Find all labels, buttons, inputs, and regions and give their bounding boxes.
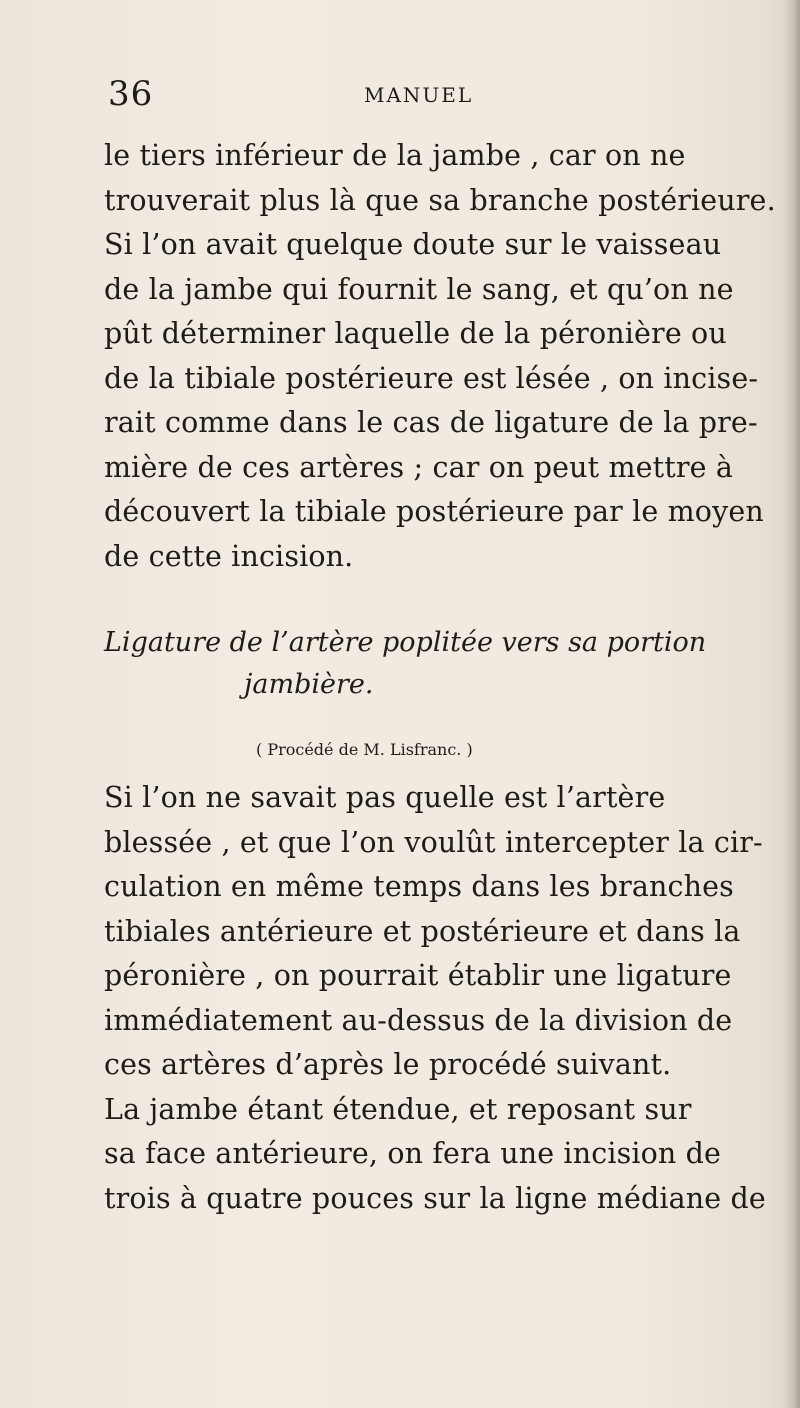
section-heading: [104, 622, 790, 706]
section-heading-line: jambière.: [244, 669, 374, 700]
text-line: La jambe étant étendue, et reposant sur: [104, 1092, 692, 1126]
text-line: Si l’on avait quelque doute sur le vaisseau: [104, 228, 722, 261]
text-line: trois à quatre pouces sur la ligne médiane de: [104, 1181, 766, 1215]
page-header: [108, 72, 708, 122]
page-number: 36: [108, 74, 154, 114]
text-line: rait comme dans le cas de ligature de la pre-: [104, 406, 758, 439]
section-heading-line: Ligature de l’artère poplitée vers sa portion: [104, 627, 707, 658]
text-line: sa face antérieure, on fera une incision de: [104, 1137, 722, 1170]
text-line: péronière , on pourrait établir une ligature: [104, 959, 732, 992]
text-line: de cette incision.: [104, 539, 354, 573]
text-line: tibiales antérieure et postérieure et dans la: [104, 914, 741, 948]
paragraph-1: [104, 134, 790, 579]
text-line: ces artères d’après le procédé suivant.: [104, 1048, 672, 1081]
text-line: culation en même temps dans les branches: [104, 870, 734, 903]
text-line: immédiatement au-dessus de la division de: [104, 1003, 733, 1037]
text-line: trouverait plus là que sa branche postérieure.: [104, 183, 776, 217]
text-line: découvert la tibiale postérieure par le moyen: [104, 495, 764, 528]
text-line: pût déterminer laquelle de la péronière ou: [104, 317, 727, 350]
text-line: de la jambe qui fournit le sang, et qu’on ne: [104, 272, 734, 306]
text-line: blessée , et que l’on voulût intercepter la cir-: [104, 825, 763, 859]
text-line: mière de ces artères ; car on peut mettre à: [104, 450, 733, 484]
text-line: Si l’on ne savait pas quelle est l’artère: [104, 781, 666, 814]
text-line: le tiers inférieur de la jambe , car on ne: [104, 139, 686, 172]
running-title: MANUEL: [364, 83, 474, 107]
procedure-credit: ( Procédé de M. Lisfranc. ): [256, 740, 473, 759]
text-line: de la tibiale postérieure est lésée , on incise-: [104, 361, 759, 395]
paragraph-2: [104, 776, 790, 1221]
